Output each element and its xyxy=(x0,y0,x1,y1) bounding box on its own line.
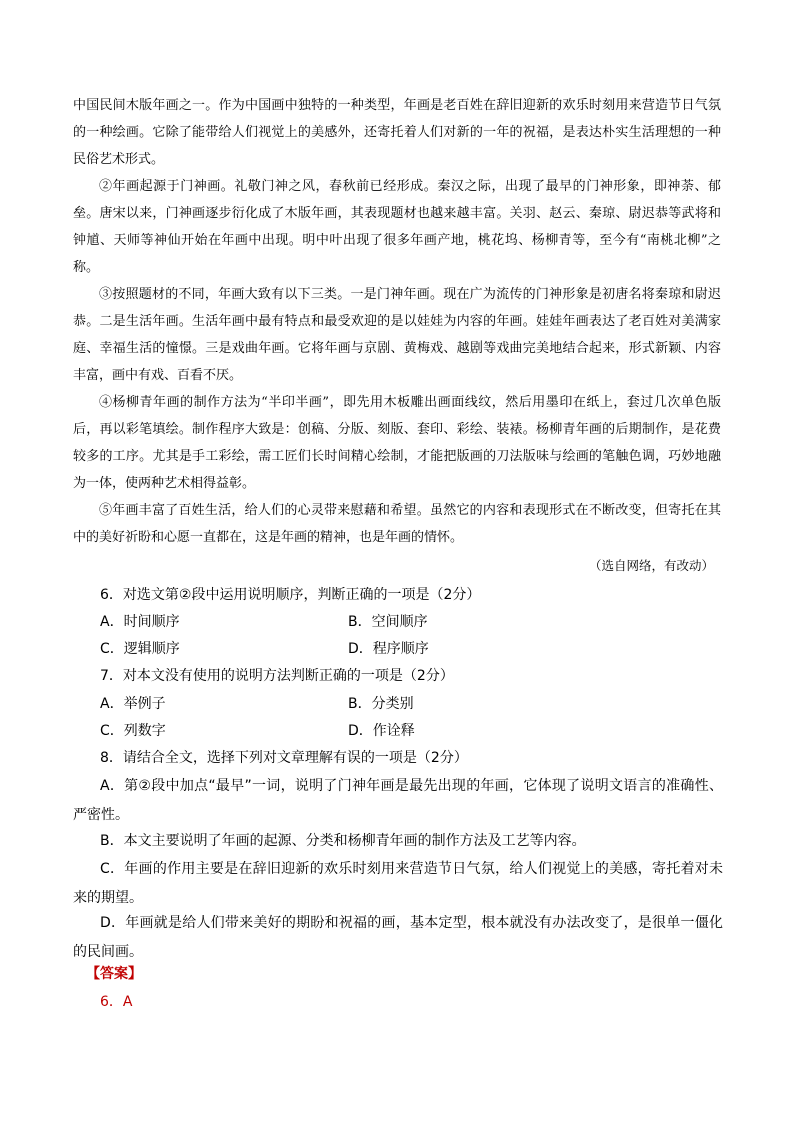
question-6-option-a: A．时间顺序 xyxy=(100,614,180,630)
question-7-option-b: B．分类别 xyxy=(348,696,414,712)
question-8-stem: 8．请结合全文，选择下列对文章理解有误的一项是（2分） xyxy=(100,750,468,766)
question-8-option-c: C．年画的作用主要是在辞旧迎新的欢乐时刻用来营造节日气氛，给人们视觉上的美感，寄托着对未来的期望。 xyxy=(73,861,723,906)
article-paragraph-1: 中国民间木版年画之一。作为中国画中独特的一种类型，年画是老百姓在辞旧迎新的欢乐时刻用来营造节日气氛的一种绘画。它除了能带给人们视觉上的美感外，还寄托着人们对新的一年的祝福，是表达朴实生活理想的一种民俗艺术形式。 xyxy=(73,98,721,167)
question-7-option-a: A．举例子 xyxy=(100,696,166,712)
question-8-option-a: A．第②段中加点“最早”一词，说明了门神年画是最先出现的年画，它体现了说明文语言的准确性、严密性。 xyxy=(73,778,723,823)
question-6-option-b: B．空间顺序 xyxy=(348,614,428,630)
question-6-option-c: C．逻辑顺序 xyxy=(100,641,180,657)
article-source: （选自网络，有改动） xyxy=(588,558,714,573)
answer-label: 【答案】 xyxy=(86,966,142,982)
article-paragraph-3: ③按照题材的不同，年画大致有以下三类。一是门神年画。现在广为流传的门神形象是初唐名将秦琼和尉迟恭。二是生活年画。生活年画中最有特点和最受欢迎的是以娃娃为内容的年画。娃娃年画表达了老百姓对美满家庭、幸福生活的憧憬。三是戏曲年画。它将年画与京剧、黄梅戏、越剧等戏曲完美地结合起来，形式新颖、内容丰富，画中有戏、百看不厌。 xyxy=(73,287,721,383)
article-paragraph-5: ⑤年画丰富了百姓生活，给人们的心灵带来慰藉和希望。虽然它的内容和表现形式在不断改变，但寄托在其中的美好祈盼和心愿一直都在，这是年画的精神，也是年画的情怀。 xyxy=(73,503,721,545)
question-6-stem: 6．对选文第②段中运用说明顺序，判断正确的一项是（2分） xyxy=(100,587,481,603)
question-7-stem: 7．对本文没有使用的说明方法判断正确的一项是（2分） xyxy=(100,668,454,684)
question-6-option-d: D．程序顺序 xyxy=(348,641,429,657)
question-8-option-b: B．本文主要说明了年画的起源、分类和杨柳青年画的制作方法及工艺等内容。 xyxy=(100,833,586,849)
answer-q6: 6．A xyxy=(100,994,133,1010)
article-paragraph-4: ④杨柳青年画的制作方法为“半印半画”，即先用木板雕出画面线纹，然后用墨印在纸上，套过几次单色版后，再以彩笔填绘。制作程序大致是：创稿、分版、刻版、套印、彩绘、装裱。杨柳青年画的后期制作，是花费较多的工序。尤其是手工彩绘，需工匠们长时间精心绘制，才能把版画的刀法版味与绘画的笔触色调，巧妙地融为一体，使两种艺术相得益彰。 xyxy=(73,395,721,491)
question-8-option-d: D．年画就是给人们带来美好的期盼和祝福的画，基本定型，根本就没有办法改变了，是很单一僵化的民间画。 xyxy=(73,915,723,960)
question-7-option-c: C．列数字 xyxy=(100,723,166,739)
question-7-option-d: D．作诠释 xyxy=(348,723,415,739)
article-paragraph-2: ②年画起源于门神画。礼敬门神之风，春秋前已经形成。秦汉之际，出现了最早的门神形象，即神荼、郁垒。唐宋以来，门神画逐步衍化成了木版年画，其表现题材也越来越丰富。关羽、赵云、秦琼、尉迟恭等武将和钟馗、天师等神仙开始在年画中出现。明中叶出现了很多年画产地，桃花坞、杨柳青等，至今有“南桃北柳”之称。 xyxy=(73,179,721,275)
